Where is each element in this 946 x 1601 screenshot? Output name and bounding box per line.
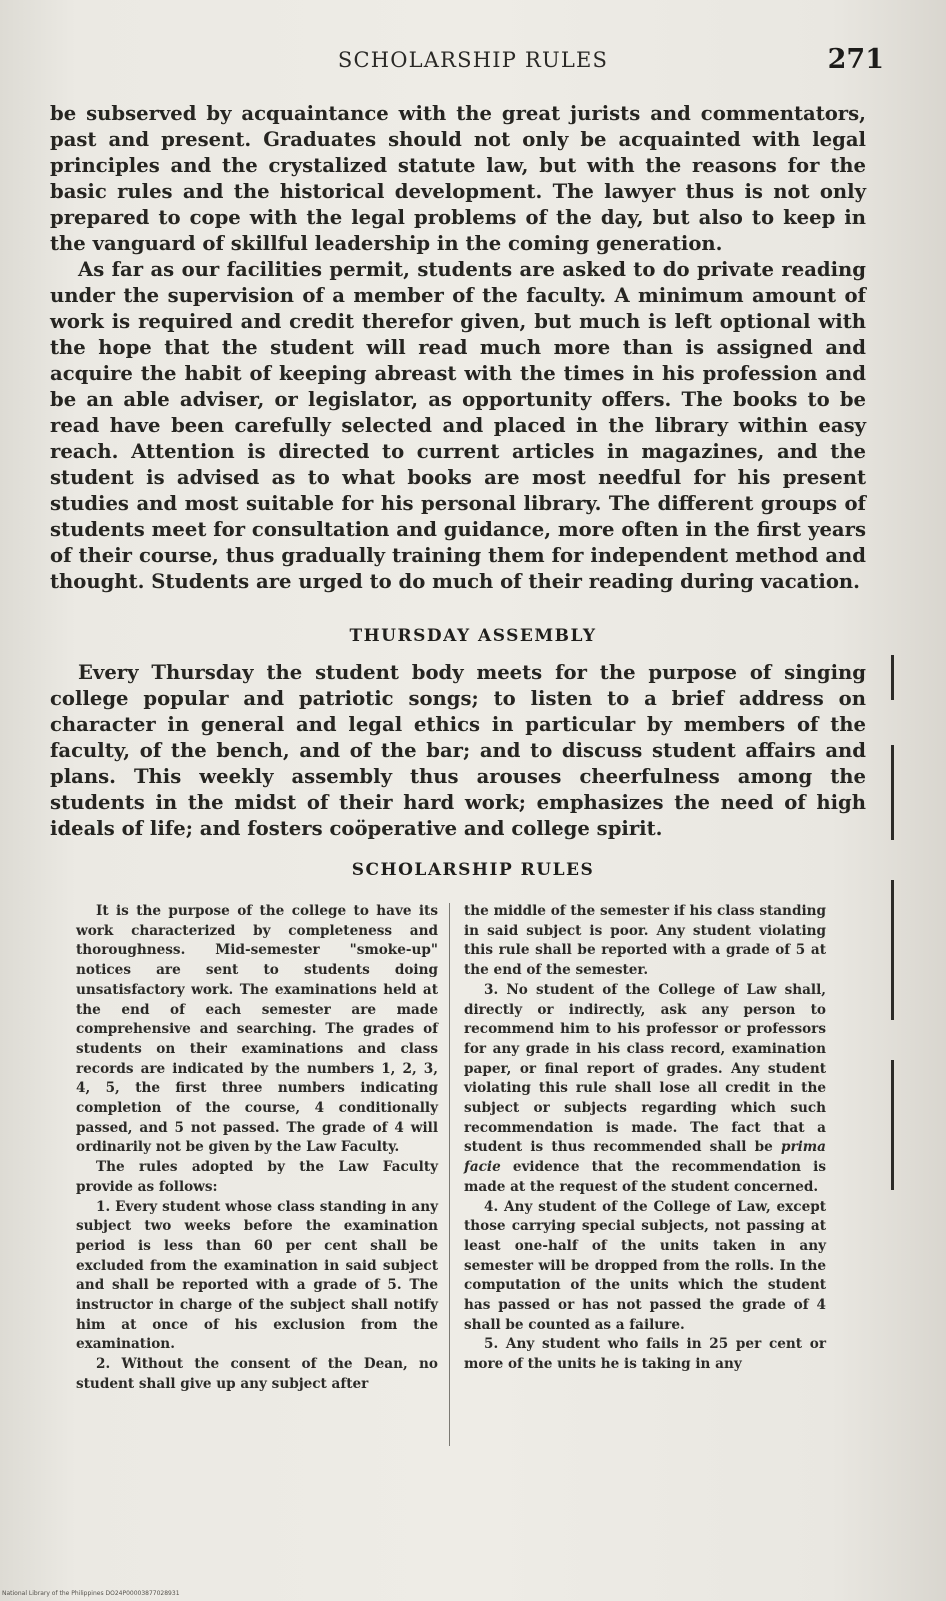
intro-paragraph-continued: be subserved by acquaintance with the great jurists and commentators, past and present. Graduates should not only be acquainted with legal principles and the crystalized statute law, but with the reasons for the basic rules and the historical development. The lawyer thus is not only prepared to cope with the legal problems of the day, but also to keep in the vanguard of skillful leadership in the coming generation. — [50, 102, 866, 255]
scan-credit: National Library of the Philippines DO24P00003877028931 — [2, 1590, 180, 1597]
margin-mark — [891, 745, 894, 840]
private-reading-paragraph: As far as our facilities permit, students are asked to do private reading under the supervision of a member of the faculty. A minimum amount of work is required and credit therefor given, but much is left optional with the hope that the student will read much more than is assigned and acquire the habit of keeping abreast with the times in his profession and be an able adviser, or legislator, as opportunity offers. The books to be read have been carefully selected and placed in the library within easy reach. Attention is directed to current articles in magazines, and the student is advised as to what books are most needful for his present studies and most suitable for his personal library. The different groups of students meet for consultation and guidance, more often in the first years of their course, thus gradually training them for independent method and thought. Students are urged to do much of their reading during vacation. — [50, 258, 866, 593]
rule-5: 5. Any student who fails in 25 per cent or more of the units he is taking in any — [464, 1336, 826, 1373]
rules-left-column — [76, 902, 438, 1395]
intro-text — [50, 101, 866, 595]
rule-3-italic-term: prima facie — [464, 1139, 826, 1176]
margin-mark — [891, 880, 894, 1020]
rule-1: 1. Every student whose class standing in any subject two weeks before the examination period is less than 60 per cent shall be excluded from the examination in said subject and shall be reported with a grade of 5. The instructor in charge of the subject shall notify him at once of his exclusion from the examination. — [76, 1198, 438, 1353]
column-divider — [449, 903, 450, 1446]
rule-3-text-a: 3. No student of the College of Law shall, directly or indirectly, ask any person to recommend him to his professor or professors for any grade in his class record, examination paper, or final report of grades. Any student violating this rule shall lose all credit in the subject or subjects regarding which such recommendation is made. The fact that a student is thus recommended shall be — [464, 981, 826, 1156]
thursday-assembly-heading: THURSDAY ASSEMBLY — [349, 626, 597, 646]
page-number: 271 — [827, 44, 884, 75]
running-head — [0, 44, 946, 80]
running-head-title: SCHOLARSHIP RULES — [337, 48, 609, 72]
rule-2: 2. Without the consent of the Dean, no student shall give up any subject after — [76, 1356, 438, 1392]
rules-right-column — [464, 902, 826, 1375]
rule-2-continued: the middle of the semester if his class standing in said subject is poor. Any student violating this rule shall be reported with a grade of 5 at the end of the semester. — [464, 903, 826, 979]
scholarship-rules-heading: SCHOLARSHIP RULES — [351, 860, 595, 880]
rule-4: 4. Any student of the College of Law, except those carrying special subjects, not passing at least one-half of the units taken in any semester will be dropped from the rolls. In the computation of the units which the student has passed or has not passed the grade of 4 shall be counted as a failure. — [464, 1198, 826, 1333]
thursday-assembly-paragraph: Every Thursday the student body meets for the purpose of singing college popular and patriotic songs; to listen to a brief address on character in general and legal ethics in particular by members of the faculty, of the bench, and of the bar; and to discuss student affairs and plans. This weekly assembly thus arouses cheerfulness among the students in the midst of their hard work; emphasizes the need of high ideals of life; and fosters coöperative and college spirit. — [50, 661, 866, 840]
margin-mark — [891, 655, 894, 700]
rule-3 — [464, 981, 826, 1198]
margin-mark — [891, 1060, 894, 1190]
rules-adopted-paragraph: The rules adopted by the Law Faculty provide as follows: — [76, 1159, 438, 1195]
thursday-assembly-text — [50, 660, 866, 842]
rules-intro-paragraph: It is the purpose of the college to have its work characterized by completeness and thoroughness. Mid-semester "smoke-up" notices are sent to students doing unsatisfactory work. The examinations held at the end of each semester are made comprehensive and searching. The grades of students on their examinations and class records are indicated by the numbers 1, 2, 3, 4, 5, the first three numbers indicating completion of the course, 4 conditionally passed, and 5 not passed. The grade of 4 will ordinarily not be given by the Law Faculty. — [76, 903, 438, 1156]
rule-3-text-b: evidence that the recommendation is made at the request of the student concerned. — [464, 1159, 826, 1195]
